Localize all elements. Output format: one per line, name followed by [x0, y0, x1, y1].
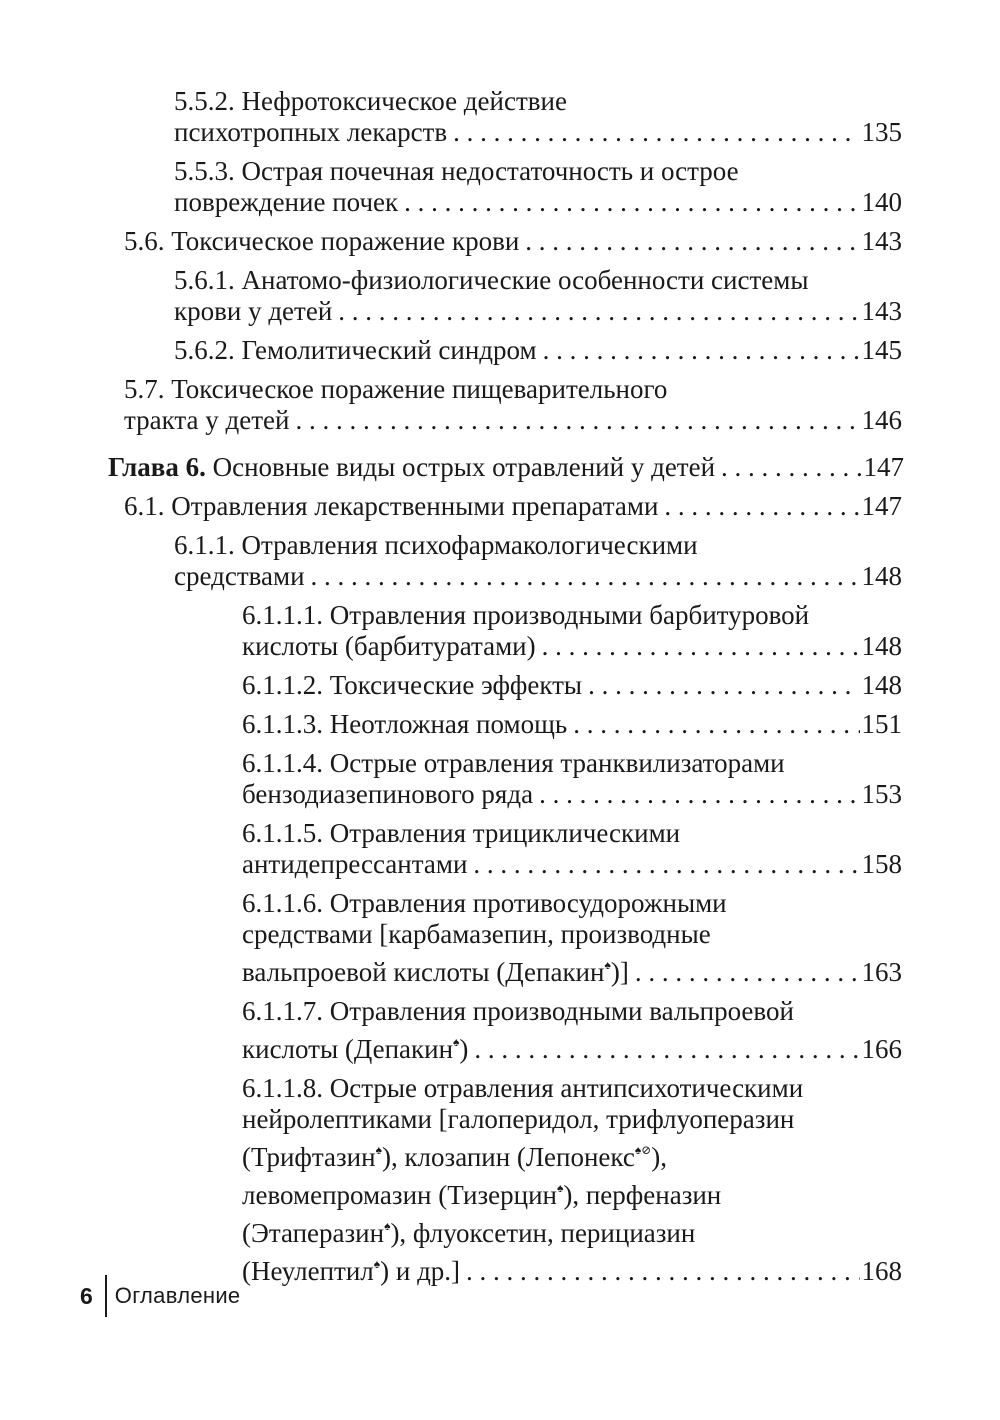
toc-page-number: 146 [861, 405, 902, 435]
toc-page-number: 158 [861, 849, 902, 879]
toc-entry-text: 5.6.1. Анатомо-физиологические особенности системы [174, 265, 809, 295]
toc-entry-text: тракта у детей [124, 405, 290, 435]
toc-entry-5-5-3[interactable] [174, 156, 902, 218]
toc-entry-text: повреждение почек [174, 187, 399, 217]
leader-dots [539, 779, 859, 810]
registration-mark-icon: ♠ [453, 1035, 460, 1049]
leader-dots [664, 491, 859, 522]
leader-dots [453, 117, 859, 148]
toc-entry-text: кислоты (Депакин♠) [242, 1034, 469, 1064]
leader-dots [404, 187, 859, 218]
toc-page-number: 148 [861, 561, 902, 591]
leader-dots [573, 709, 859, 740]
registration-mark-icon: ♠ [384, 1219, 391, 1233]
toc-page-number: 135 [861, 117, 902, 147]
leader-dots [543, 335, 860, 366]
toc-entry-text: 5.6. Токсическое поражение крови [124, 226, 520, 256]
footer-divider [105, 1275, 107, 1317]
toc-entry-text: (Этаперазин♠), флуоксетин, перициазин [242, 1218, 696, 1248]
toc-page-number: 168 [861, 1256, 902, 1286]
chapter-label: Глава 6. [108, 452, 206, 482]
toc-entry-text: 5.6.2. Гемолитический синдром [174, 335, 537, 365]
toc-page-number: 143 [861, 296, 902, 326]
toc-entry-6-1-1-4[interactable] [242, 748, 902, 810]
toc-entry-6-1-1-6[interactable] [242, 888, 902, 988]
leader-dots [588, 670, 859, 701]
toc-entry-5-7[interactable] [124, 374, 902, 436]
toc-entry-6-1-1-5[interactable] [242, 818, 902, 880]
toc-entry-text: (Неулептил♠) и др.] [242, 1256, 461, 1286]
toc-entry-text: 6.1.1.3. Неотложная помощь [242, 709, 568, 739]
toc-page-number: 145 [861, 335, 902, 365]
toc-page-number: 151 [861, 709, 902, 739]
toc-entry-text: 6.1.1.5. Отравления трициклическими [242, 818, 681, 848]
toc-entry-5-6[interactable] [124, 226, 902, 257]
toc-entry-text: 6.1.1.4. Острые отравления транквилизаторами [242, 748, 785, 778]
toc-entry-6-1-1-7[interactable] [242, 996, 902, 1065]
leader-dots [466, 1256, 859, 1287]
toc-entry-5-5-2[interactable] [174, 86, 902, 148]
leader-dots [338, 296, 859, 327]
toc-entry-text: нейролептиками [галоперидол, трифлуоперазин [242, 1104, 795, 1134]
toc-entry-text: 5.5.3. Острая почечная недостаточность и острое [174, 156, 739, 186]
toc-entry-text: 6.1.1. Отравления психофармакологическими [174, 530, 698, 560]
toc-page-number: 166 [861, 1034, 902, 1064]
toc-entry-text: 5.7. Токсическое поражение пищеварительного [124, 374, 668, 404]
toc-entry-6-1-1-8[interactable] [242, 1073, 902, 1287]
toc-entry-6-1-1[interactable] [174, 530, 902, 592]
toc-page-number: 148 [861, 631, 902, 661]
toc-entry-text: 6.1. Отравления лекарственными препаратами [124, 491, 659, 521]
toc-entry-text: крови у детей [174, 296, 333, 326]
toc-page-number: 143 [861, 226, 902, 256]
toc-entry-text: 6.1.1.2. Токсические эффекты [242, 670, 583, 700]
toc-page-number: 147 [861, 491, 902, 521]
toc-entry-text: 5.5.2. Нефротоксическое действие [174, 86, 567, 116]
toc-entry-text: Основные виды острых отравлений у детей [205, 452, 716, 482]
toc-entry-text: 6.1.1.6. Отравления противосудорожными [242, 888, 727, 918]
toc-entry-text: средствами [174, 561, 305, 591]
toc-entry-text: бензодиазепинового ряда [242, 779, 534, 809]
leader-dots [542, 631, 860, 662]
toc-entry-6-1-1-3[interactable] [242, 709, 902, 740]
leader-dots [525, 226, 859, 257]
toc-page-number: 163 [861, 957, 902, 987]
table-of-contents [0, 86, 1000, 1287]
toc-entry-5-6-1[interactable] [174, 265, 902, 327]
toc-entry-text: (Трифтазин♠), клозапин (Лепонекс♠⊘), [242, 1142, 668, 1172]
registration-mark-icon: ♠ [556, 1181, 564, 1195]
toc-entry-text: 6.1.1.7. Отравления производными вальпроевой [242, 996, 794, 1026]
toc-entry-text: антидепрессантами [242, 849, 468, 879]
toc-page-number: 148 [861, 670, 902, 700]
toc-page-number: 153 [861, 779, 902, 809]
leader-dots [635, 957, 860, 988]
leader-dots [474, 1034, 859, 1065]
registration-mark-icon: ♠ [375, 1143, 382, 1157]
leader-dots [311, 561, 860, 592]
toc-entry-6-1[interactable] [124, 491, 902, 522]
toc-entry-text: вальпроевой кислоты (Депакин♠)] [242, 957, 629, 987]
toc-entry-5-6-2[interactable] [174, 335, 902, 366]
page-footer [80, 1276, 240, 1316]
toc-entry-text: кислоты (барбитуратами) [242, 631, 536, 661]
toc-entry-chapter-6[interactable] [108, 452, 904, 483]
footer-section-title: Оглавление [114, 1283, 241, 1308]
leader-dots [721, 452, 861, 483]
toc-entry-text: левомепромазин (Тизерцин♠), перфеназин [242, 1180, 722, 1210]
footer-page-number: 6 [80, 1282, 93, 1309]
toc-entry-text: 6.1.1.8. Острые отравления антипсихотическими [242, 1073, 804, 1103]
toc-entry-text: средствами [карбамазепин, производные [242, 919, 711, 949]
toc-entry-6-1-1-1[interactable] [242, 600, 902, 662]
leader-dots [473, 849, 859, 880]
toc-entry-6-1-1-2[interactable] [242, 670, 902, 701]
toc-entry-text: психотропных лекарств [174, 117, 448, 147]
leader-dots [295, 405, 859, 436]
registration-mark-icon: ♠ [604, 958, 611, 972]
registration-mark-icon: ♠⊘ [634, 1143, 652, 1157]
toc-page-number: 140 [861, 187, 902, 217]
toc-entry-text: 6.1.1.1. Отравления производными барбитуровой [242, 600, 810, 630]
registration-mark-icon: ♠ [373, 1257, 381, 1271]
toc-page-number: 147 [863, 452, 904, 482]
